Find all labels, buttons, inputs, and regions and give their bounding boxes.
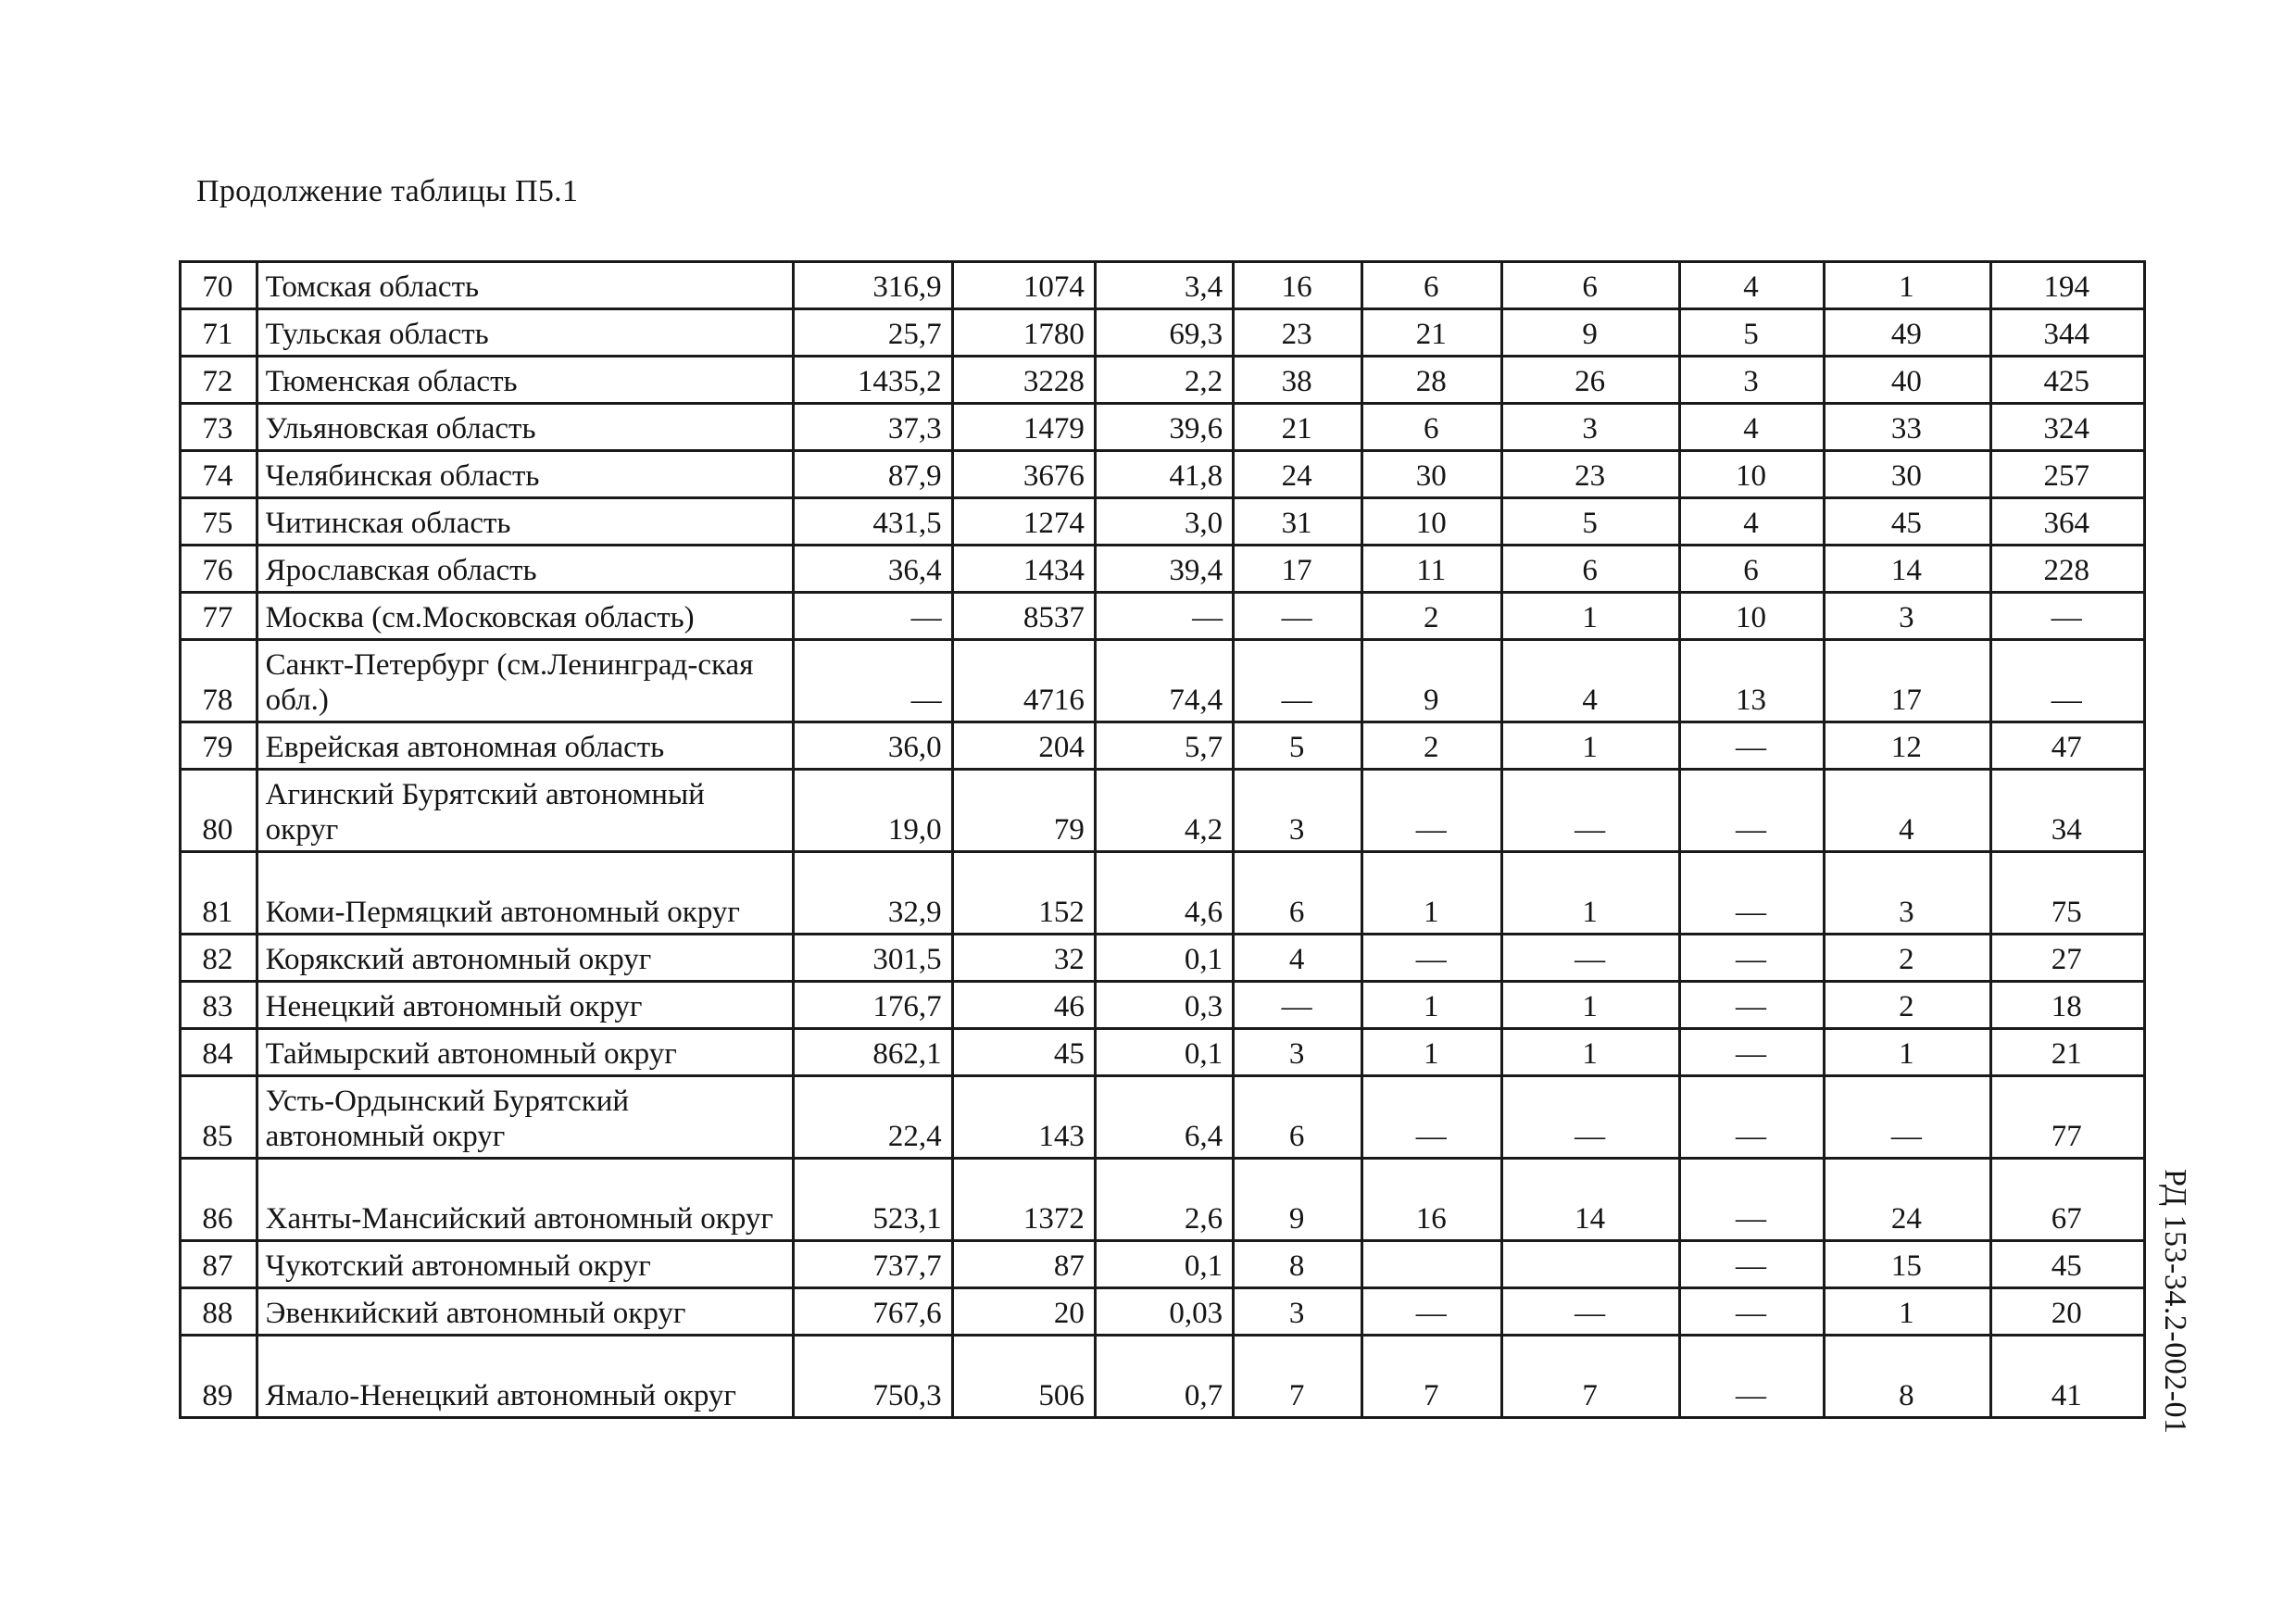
cell-c1: 737,7 bbox=[794, 1241, 952, 1288]
cell-c6: 1 bbox=[1502, 982, 1680, 1029]
cell-c8: 1 bbox=[1825, 1288, 1990, 1336]
table-row bbox=[181, 982, 2145, 1029]
cell-c5: 6 bbox=[1362, 262, 1502, 309]
cell-c1: 523,1 bbox=[794, 1159, 952, 1241]
cell-c1: — bbox=[794, 593, 952, 640]
table-row bbox=[181, 1029, 2145, 1076]
region-name: Ямало-Ненецкий автономный округ bbox=[257, 1336, 794, 1418]
cell-c1: 176,7 bbox=[794, 982, 952, 1029]
cell-c4: 3 bbox=[1234, 770, 1362, 852]
cell-c9: 41 bbox=[1990, 1336, 2144, 1418]
cell-c4: 8 bbox=[1234, 1241, 1362, 1288]
cell-c5: — bbox=[1362, 935, 1502, 982]
cell-c9: 77 bbox=[1990, 1076, 2144, 1159]
cell-c6: 26 bbox=[1502, 357, 1680, 404]
cell-c7: — bbox=[1679, 1288, 1824, 1336]
cell-c9: 228 bbox=[1990, 546, 2144, 593]
cell-c9: 21 bbox=[1990, 1029, 2144, 1076]
cell-c2: 1372 bbox=[952, 1159, 1095, 1241]
table-row bbox=[181, 262, 2145, 309]
cell-c3: 3,0 bbox=[1095, 498, 1233, 546]
cell-c8: 33 bbox=[1825, 404, 1990, 451]
cell-c8: — bbox=[1825, 1076, 1990, 1159]
cell-c7: 13 bbox=[1679, 640, 1824, 722]
cell-c9: 45 bbox=[1990, 1241, 2144, 1288]
cell-c9: 18 bbox=[1990, 982, 2144, 1029]
cell-c3: — bbox=[1095, 593, 1233, 640]
table-row bbox=[181, 546, 2145, 593]
cell-c2: 1274 bbox=[952, 498, 1095, 546]
cell-c6: 14 bbox=[1502, 1159, 1680, 1241]
row-number: 79 bbox=[181, 722, 257, 770]
cell-c9: — bbox=[1990, 593, 2144, 640]
cell-c2: 8537 bbox=[952, 593, 1095, 640]
cell-c8: 49 bbox=[1825, 309, 1990, 357]
cell-c7: 5 bbox=[1679, 309, 1824, 357]
cell-c1: 316,9 bbox=[794, 262, 952, 309]
cell-c7: 3 bbox=[1679, 357, 1824, 404]
cell-c9: 324 bbox=[1990, 404, 2144, 451]
row-number: 70 bbox=[181, 262, 257, 309]
cell-c9: 27 bbox=[1990, 935, 2144, 982]
cell-c5: 10 bbox=[1362, 498, 1502, 546]
cell-c4: 31 bbox=[1234, 498, 1362, 546]
cell-c6: — bbox=[1502, 1288, 1680, 1336]
row-number: 74 bbox=[181, 451, 257, 498]
cell-c2: 45 bbox=[952, 1029, 1095, 1076]
cell-c2: 506 bbox=[952, 1336, 1095, 1418]
region-name: Челябинская область bbox=[257, 451, 794, 498]
cell-c1: 19,0 bbox=[794, 770, 952, 852]
cell-c8: 12 bbox=[1825, 722, 1990, 770]
cell-c3: 0,7 bbox=[1095, 1336, 1233, 1418]
cell-c9: 75 bbox=[1990, 852, 2144, 935]
cell-c2: 87 bbox=[952, 1241, 1095, 1288]
row-number: 87 bbox=[181, 1241, 257, 1288]
cell-c3: 6,4 bbox=[1095, 1076, 1233, 1159]
region-name: Агинский Бурятский автономный округ bbox=[257, 770, 794, 852]
cell-c3: 0,1 bbox=[1095, 1241, 1233, 1288]
cell-c4: 23 bbox=[1234, 309, 1362, 357]
cell-c6: 6 bbox=[1502, 546, 1680, 593]
region-name: Чукотский автономный округ bbox=[257, 1241, 794, 1288]
region-name: Эвенкийский автономный округ bbox=[257, 1288, 794, 1336]
row-number: 80 bbox=[181, 770, 257, 852]
cell-c7: — bbox=[1679, 935, 1824, 982]
cell-c4: 4 bbox=[1234, 935, 1362, 982]
table-row bbox=[181, 935, 2145, 982]
cell-c7: 4 bbox=[1679, 262, 1824, 309]
cell-c3: 4,6 bbox=[1095, 852, 1233, 935]
table-row bbox=[181, 593, 2145, 640]
row-number: 71 bbox=[181, 309, 257, 357]
cell-c8: 4 bbox=[1825, 770, 1990, 852]
cell-c7: 4 bbox=[1679, 404, 1824, 451]
cell-c1: — bbox=[794, 640, 952, 722]
region-name: Санкт-Петербург (см.Ленинград-ская обл.) bbox=[257, 640, 794, 722]
cell-c6: — bbox=[1502, 1076, 1680, 1159]
cell-c1: 1435,2 bbox=[794, 357, 952, 404]
table-row bbox=[181, 404, 2145, 451]
cell-c4: 17 bbox=[1234, 546, 1362, 593]
cell-c7: — bbox=[1679, 770, 1824, 852]
region-name: Еврейская автономная область bbox=[257, 722, 794, 770]
cell-c8: 24 bbox=[1825, 1159, 1990, 1241]
regions-data-table bbox=[179, 260, 2146, 1419]
row-number: 72 bbox=[181, 357, 257, 404]
cell-c4: 7 bbox=[1234, 1336, 1362, 1418]
cell-c5: — bbox=[1362, 1288, 1502, 1336]
cell-c6: — bbox=[1502, 770, 1680, 852]
cell-c4: — bbox=[1234, 593, 1362, 640]
cell-c1: 32,9 bbox=[794, 852, 952, 935]
cell-c4: 5 bbox=[1234, 722, 1362, 770]
cell-c6: 4 bbox=[1502, 640, 1680, 722]
cell-c7: — bbox=[1679, 1336, 1824, 1418]
cell-c2: 152 bbox=[952, 852, 1095, 935]
cell-c9: 194 bbox=[1990, 262, 2144, 309]
cell-c3: 2,6 bbox=[1095, 1159, 1233, 1241]
cell-c3: 3,4 bbox=[1095, 262, 1233, 309]
cell-c8: 2 bbox=[1825, 935, 1990, 982]
table-row bbox=[181, 357, 2145, 404]
cell-c7: 6 bbox=[1679, 546, 1824, 593]
cell-c8: 2 bbox=[1825, 982, 1990, 1029]
cell-c3: 5,7 bbox=[1095, 722, 1233, 770]
cell-c3: 0,1 bbox=[1095, 1029, 1233, 1076]
cell-c5: 16 bbox=[1362, 1159, 1502, 1241]
row-number: 75 bbox=[181, 498, 257, 546]
cell-c5: — bbox=[1362, 770, 1502, 852]
region-name: Коми-Пермяцкий автономный округ bbox=[257, 852, 794, 935]
cell-c4: 21 bbox=[1234, 404, 1362, 451]
cell-c4: 3 bbox=[1234, 1029, 1362, 1076]
region-name: Читинская область bbox=[257, 498, 794, 546]
cell-c5: 21 bbox=[1362, 309, 1502, 357]
table-row bbox=[181, 722, 2145, 770]
region-name: Ульяновская область bbox=[257, 404, 794, 451]
cell-c8: 3 bbox=[1825, 593, 1990, 640]
cell-c1: 22,4 bbox=[794, 1076, 952, 1159]
cell-c7: 10 bbox=[1679, 451, 1824, 498]
cell-c3: 0,03 bbox=[1095, 1288, 1233, 1336]
table-continuation-title: Продолжение таблицы П5.1 bbox=[196, 174, 579, 208]
cell-c5: 2 bbox=[1362, 593, 1502, 640]
cell-c8: 14 bbox=[1825, 546, 1990, 593]
cell-c8: 40 bbox=[1825, 357, 1990, 404]
cell-c3: 39,6 bbox=[1095, 404, 1233, 451]
table-row bbox=[181, 852, 2145, 935]
cell-c3: 0,3 bbox=[1095, 982, 1233, 1029]
region-name: Москва (см.Московская область) bbox=[257, 593, 794, 640]
cell-c6: 1 bbox=[1502, 722, 1680, 770]
cell-c3: 39,4 bbox=[1095, 546, 1233, 593]
cell-c1: 37,3 bbox=[794, 404, 952, 451]
cell-c6: 1 bbox=[1502, 852, 1680, 935]
cell-c1: 25,7 bbox=[794, 309, 952, 357]
cell-c9: 34 bbox=[1990, 770, 2144, 852]
region-name: Таймырский автономный округ bbox=[257, 1029, 794, 1076]
region-name: Ярославская область bbox=[257, 546, 794, 593]
cell-c6: 6 bbox=[1502, 262, 1680, 309]
cell-c5: 2 bbox=[1362, 722, 1502, 770]
cell-c8: 30 bbox=[1825, 451, 1990, 498]
cell-c9: 47 bbox=[1990, 722, 2144, 770]
row-number: 86 bbox=[181, 1159, 257, 1241]
cell-c8: 1 bbox=[1825, 262, 1990, 309]
cell-c2: 79 bbox=[952, 770, 1095, 852]
cell-c5: 9 bbox=[1362, 640, 1502, 722]
cell-c8: 45 bbox=[1825, 498, 1990, 546]
row-number: 85 bbox=[181, 1076, 257, 1159]
region-name: Ненецкий автономный округ bbox=[257, 982, 794, 1029]
cell-c4: 6 bbox=[1234, 852, 1362, 935]
table-row bbox=[181, 451, 2145, 498]
cell-c8: 17 bbox=[1825, 640, 1990, 722]
cell-c6: 7 bbox=[1502, 1336, 1680, 1418]
cell-c4: 38 bbox=[1234, 357, 1362, 404]
row-number: 89 bbox=[181, 1336, 257, 1418]
cell-c5: — bbox=[1362, 1076, 1502, 1159]
cell-c3: 74,4 bbox=[1095, 640, 1233, 722]
cell-c5: 6 bbox=[1362, 404, 1502, 451]
cell-c9: 344 bbox=[1990, 309, 2144, 357]
cell-c1: 431,5 bbox=[794, 498, 952, 546]
cell-c1: 36,0 bbox=[794, 722, 952, 770]
cell-c4: 6 bbox=[1234, 1076, 1362, 1159]
cell-c7: — bbox=[1679, 982, 1824, 1029]
table-body bbox=[181, 262, 2145, 1418]
region-name: Усть-Ордынский Бурятский автономный округ bbox=[257, 1076, 794, 1159]
cell-c4: — bbox=[1234, 982, 1362, 1029]
cell-c8: 15 bbox=[1825, 1241, 1990, 1288]
cell-c6: 5 bbox=[1502, 498, 1680, 546]
cell-c2: 4716 bbox=[952, 640, 1095, 722]
cell-c8: 3 bbox=[1825, 852, 1990, 935]
cell-c3: 4,2 bbox=[1095, 770, 1233, 852]
row-number: 81 bbox=[181, 852, 257, 935]
cell-c2: 1434 bbox=[952, 546, 1095, 593]
cell-c3: 41,8 bbox=[1095, 451, 1233, 498]
cell-c4: — bbox=[1234, 640, 1362, 722]
cell-c6: 1 bbox=[1502, 1029, 1680, 1076]
table-row bbox=[181, 1159, 2145, 1241]
cell-c4: 3 bbox=[1234, 1288, 1362, 1336]
cell-c5: 1 bbox=[1362, 852, 1502, 935]
cell-c2: 204 bbox=[952, 722, 1095, 770]
cell-c1: 862,1 bbox=[794, 1029, 952, 1076]
cell-c1: 301,5 bbox=[794, 935, 952, 982]
table-row bbox=[181, 498, 2145, 546]
cell-c6 bbox=[1502, 1241, 1680, 1288]
cell-c4: 9 bbox=[1234, 1159, 1362, 1241]
cell-c4: 24 bbox=[1234, 451, 1362, 498]
cell-c9: — bbox=[1990, 640, 2144, 722]
row-number: 73 bbox=[181, 404, 257, 451]
row-number: 78 bbox=[181, 640, 257, 722]
cell-c2: 1479 bbox=[952, 404, 1095, 451]
cell-c7: — bbox=[1679, 722, 1824, 770]
cell-c7: — bbox=[1679, 1159, 1824, 1241]
cell-c6: — bbox=[1502, 935, 1680, 982]
cell-c5: 30 bbox=[1362, 451, 1502, 498]
cell-c7: — bbox=[1679, 1029, 1824, 1076]
cell-c7: 10 bbox=[1679, 593, 1824, 640]
cell-c7: — bbox=[1679, 1076, 1824, 1159]
cell-c2: 46 bbox=[952, 982, 1095, 1029]
cell-c9: 257 bbox=[1990, 451, 2144, 498]
cell-c5: 11 bbox=[1362, 546, 1502, 593]
region-name: Корякский автономный округ bbox=[257, 935, 794, 982]
cell-c9: 364 bbox=[1990, 498, 2144, 546]
cell-c7: 4 bbox=[1679, 498, 1824, 546]
row-number: 83 bbox=[181, 982, 257, 1029]
cell-c6: 23 bbox=[1502, 451, 1680, 498]
row-number: 88 bbox=[181, 1288, 257, 1336]
document-code: РД 153-34.2-002-01 bbox=[2158, 1169, 2192, 1435]
cell-c8: 8 bbox=[1825, 1336, 1990, 1418]
cell-c5: 1 bbox=[1362, 1029, 1502, 1076]
cell-c7: — bbox=[1679, 852, 1824, 935]
cell-c5: 28 bbox=[1362, 357, 1502, 404]
table-row bbox=[181, 1076, 2145, 1159]
cell-c9: 20 bbox=[1990, 1288, 2144, 1336]
row-number: 76 bbox=[181, 546, 257, 593]
cell-c3: 0,1 bbox=[1095, 935, 1233, 982]
table-row bbox=[181, 309, 2145, 357]
row-number: 77 bbox=[181, 593, 257, 640]
cell-c6: 1 bbox=[1502, 593, 1680, 640]
cell-c2: 32 bbox=[952, 935, 1095, 982]
cell-c1: 36,4 bbox=[794, 546, 952, 593]
cell-c2: 1780 bbox=[952, 309, 1095, 357]
cell-c1: 87,9 bbox=[794, 451, 952, 498]
table-row bbox=[181, 770, 2145, 852]
cell-c6: 9 bbox=[1502, 309, 1680, 357]
region-name: Ханты-Мансийский автономный округ bbox=[257, 1159, 794, 1241]
row-number: 84 bbox=[181, 1029, 257, 1076]
cell-c9: 425 bbox=[1990, 357, 2144, 404]
row-number: 82 bbox=[181, 935, 257, 982]
cell-c2: 143 bbox=[952, 1076, 1095, 1159]
cell-c1: 767,6 bbox=[794, 1288, 952, 1336]
region-name: Тюменская область bbox=[257, 357, 794, 404]
table-row bbox=[181, 1336, 2145, 1418]
cell-c2: 3228 bbox=[952, 357, 1095, 404]
cell-c7: — bbox=[1679, 1241, 1824, 1288]
cell-c5: 1 bbox=[1362, 982, 1502, 1029]
cell-c1: 750,3 bbox=[794, 1336, 952, 1418]
cell-c8: 1 bbox=[1825, 1029, 1990, 1076]
cell-c5 bbox=[1362, 1241, 1502, 1288]
region-name: Тульская область bbox=[257, 309, 794, 357]
table-row bbox=[181, 1288, 2145, 1336]
cell-c2: 3676 bbox=[952, 451, 1095, 498]
cell-c3: 2,2 bbox=[1095, 357, 1233, 404]
cell-c2: 1074 bbox=[952, 262, 1095, 309]
region-name: Томская область bbox=[257, 262, 794, 309]
cell-c3: 69,3 bbox=[1095, 309, 1233, 357]
table-row bbox=[181, 640, 2145, 722]
cell-c2: 20 bbox=[952, 1288, 1095, 1336]
table-row bbox=[181, 1241, 2145, 1288]
cell-c6: 3 bbox=[1502, 404, 1680, 451]
cell-c9: 67 bbox=[1990, 1159, 2144, 1241]
cell-c4: 16 bbox=[1234, 262, 1362, 309]
cell-c5: 7 bbox=[1362, 1336, 1502, 1418]
